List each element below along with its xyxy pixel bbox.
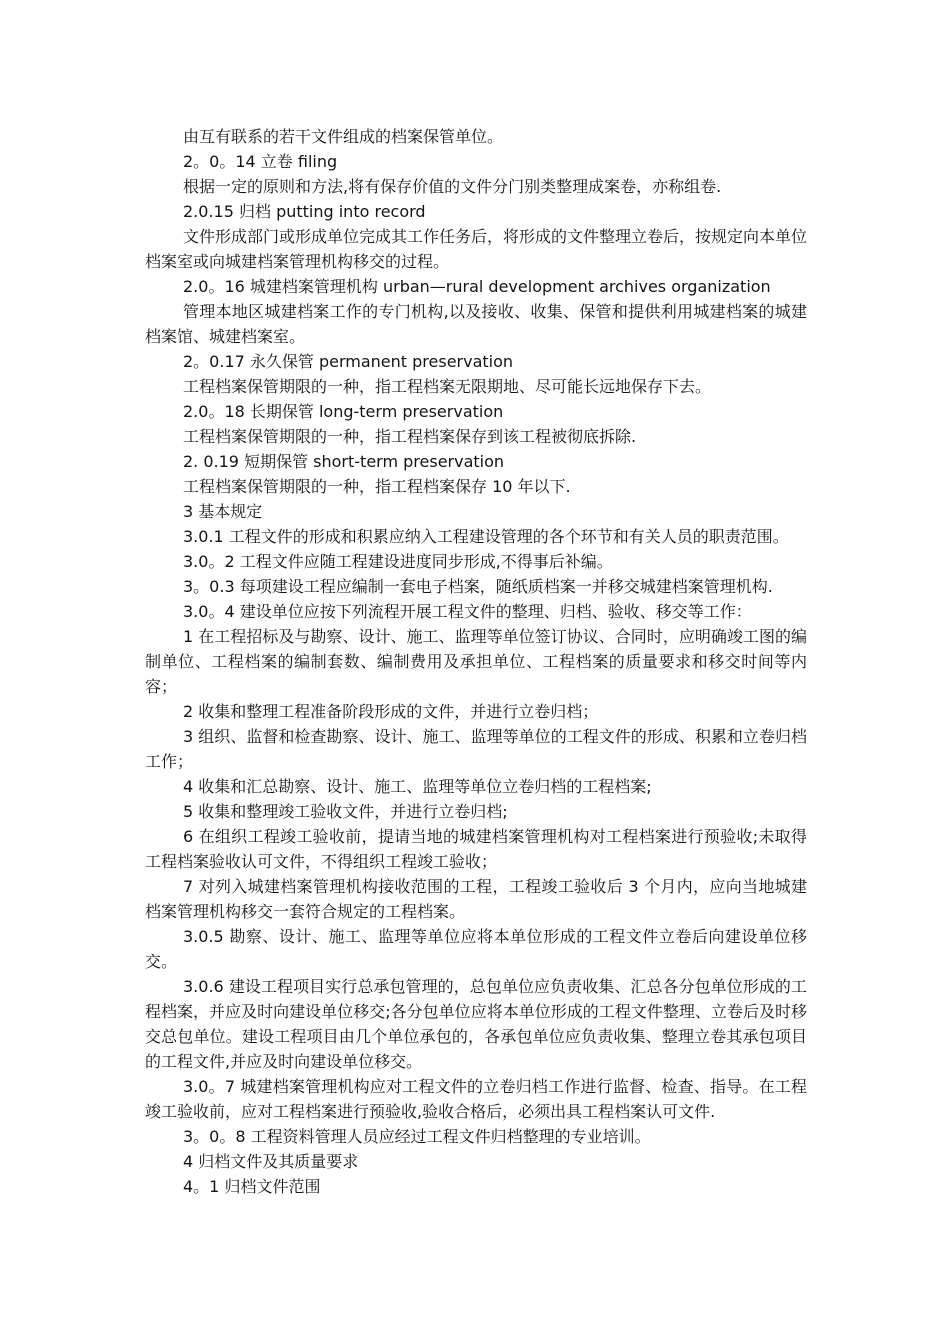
paragraph: 3.0。4 建设单位应按下列流程开展工程文件的整理、归档、验收、移交等工作： [183,602,752,621]
list-item: 7 对列入城建档案管理机构接收范围的工程，工程竣工验收后 3 个月内，应向当地城建档案管理机构移交一套符合规定的工程档案。 [145,877,807,921]
paragraph: 工程档案保管期限的一种，指工程档案保存到该工程被彻底拆除. [183,427,637,446]
paragraph: 根据一定的原则和方法,将有保存价值的文件分门别类整理成案卷，亦称组卷. [183,177,722,196]
paragraph: 管理本地区城建档案工作的专门机构,以及接收、收集、保管和提供利用城建档案的城建档案馆、城建档案室。 [145,302,807,346]
chapter-heading: 3 基本规定 [183,502,263,521]
section-heading: 2.0.15 归档 putting into record [183,202,426,221]
chapter-heading: 4 归档文件及其质量要求 [183,1152,359,1171]
list-item: 5 收集和整理竣工验收文件，并进行立卷归档; [183,802,508,821]
paragraph: 3。0.3 每项建设工程应编制一套电子档案，随纸质档案一并移交城建档案管理机构. [183,577,773,596]
paragraph: 3.0。2 工程文件应随工程建设进度同步形成,不得事后补编。 [183,552,613,571]
document-body [145,124,807,1199]
section-heading: 2. 0.19 短期保管 short-term preservation [183,452,505,471]
list-item: 2 收集和整理工程准备阶段形成的文件，并进行立卷归档； [183,702,599,721]
section-heading: 2。0.17 永久保管 permanent preservation [183,352,514,371]
list-item: 6 在组织工程竣工验收前，提请当地的城建档案管理机构对工程档案进行预验收;未取得工程档案验收认可文件，不得组织工程竣工验收； [145,827,807,871]
section-heading: 2。0。14 立卷 filing [183,152,338,171]
section-heading: 2.0。16 城建档案管理机构 urban—rural development archives organization [183,277,771,296]
paragraph: 工程档案保管期限的一种，指工程档案无限期地、尽可能长远地保存下去。 [183,377,712,396]
paragraph: 由互有联系的若干文件组成的档案保管单位。 [183,127,504,146]
paragraph: 3.0.1 工程文件的形成和积累应纳入工程建设管理的各个环节和有关人员的职责范围。 [183,527,789,546]
paragraph: 3.0.6 建设工程项目实行总承包管理的，总包单位应负责收集、汇总各分包单位形成的工程档案，并应及时向建设单位移交;各分包单位应将本单位形成的工程文件整理、立卷后及时移交总包单位。建设工程项目由几个单位承包的，各承包单位应负责收集、整理立卷其承包项目的工程文件,并应及时向建设单位移交。 [145,977,807,1071]
list-item: 1 在工程招标及与勘察、设计、施工、监理等单位签订协议、合同时，应明确竣工图的编制单位、工程档案的编制套数、编制费用及承担单位、工程档案的质量要求和移交时间等内容； [145,627,807,696]
paragraph: 3.0。7 城建档案管理机构应对工程文件的立卷归档工作进行监督、检查、指导。在工程竣工验收前，应对工程档案进行预验收,验收合格后，必须出具工程档案认可文件. [145,1077,807,1121]
paragraph: 工程档案保管期限的一种，指工程档案保存 10 年以下. [183,477,571,496]
list-item: 3 组织、监督和检查勘察、设计、施工、监理等单位的工程文件的形成、积累和立卷归档工作； [145,727,807,771]
paragraph: 3。0。8 工程资料管理人员应经过工程文件归档整理的专业培训。 [183,1127,651,1146]
section-heading: 2.0。18 长期保管 long-term preservation [183,402,504,421]
paragraph: 文件形成部门或形成单位完成其工作任务后，将形成的文件整理立卷后，按规定向本单位档案室或向城建档案管理机构移交的过程。 [145,227,808,271]
list-item: 4 收集和汇总勘察、设计、施工、监理等单位立卷归档的工程档案; [183,777,652,796]
paragraph: 3.0.5 勘察、设计、施工、监理等单位应将本单位形成的工程文件立卷后向建设单位移交。 [145,927,807,971]
section-heading: 4。1 归档文件范围 [183,1177,321,1196]
